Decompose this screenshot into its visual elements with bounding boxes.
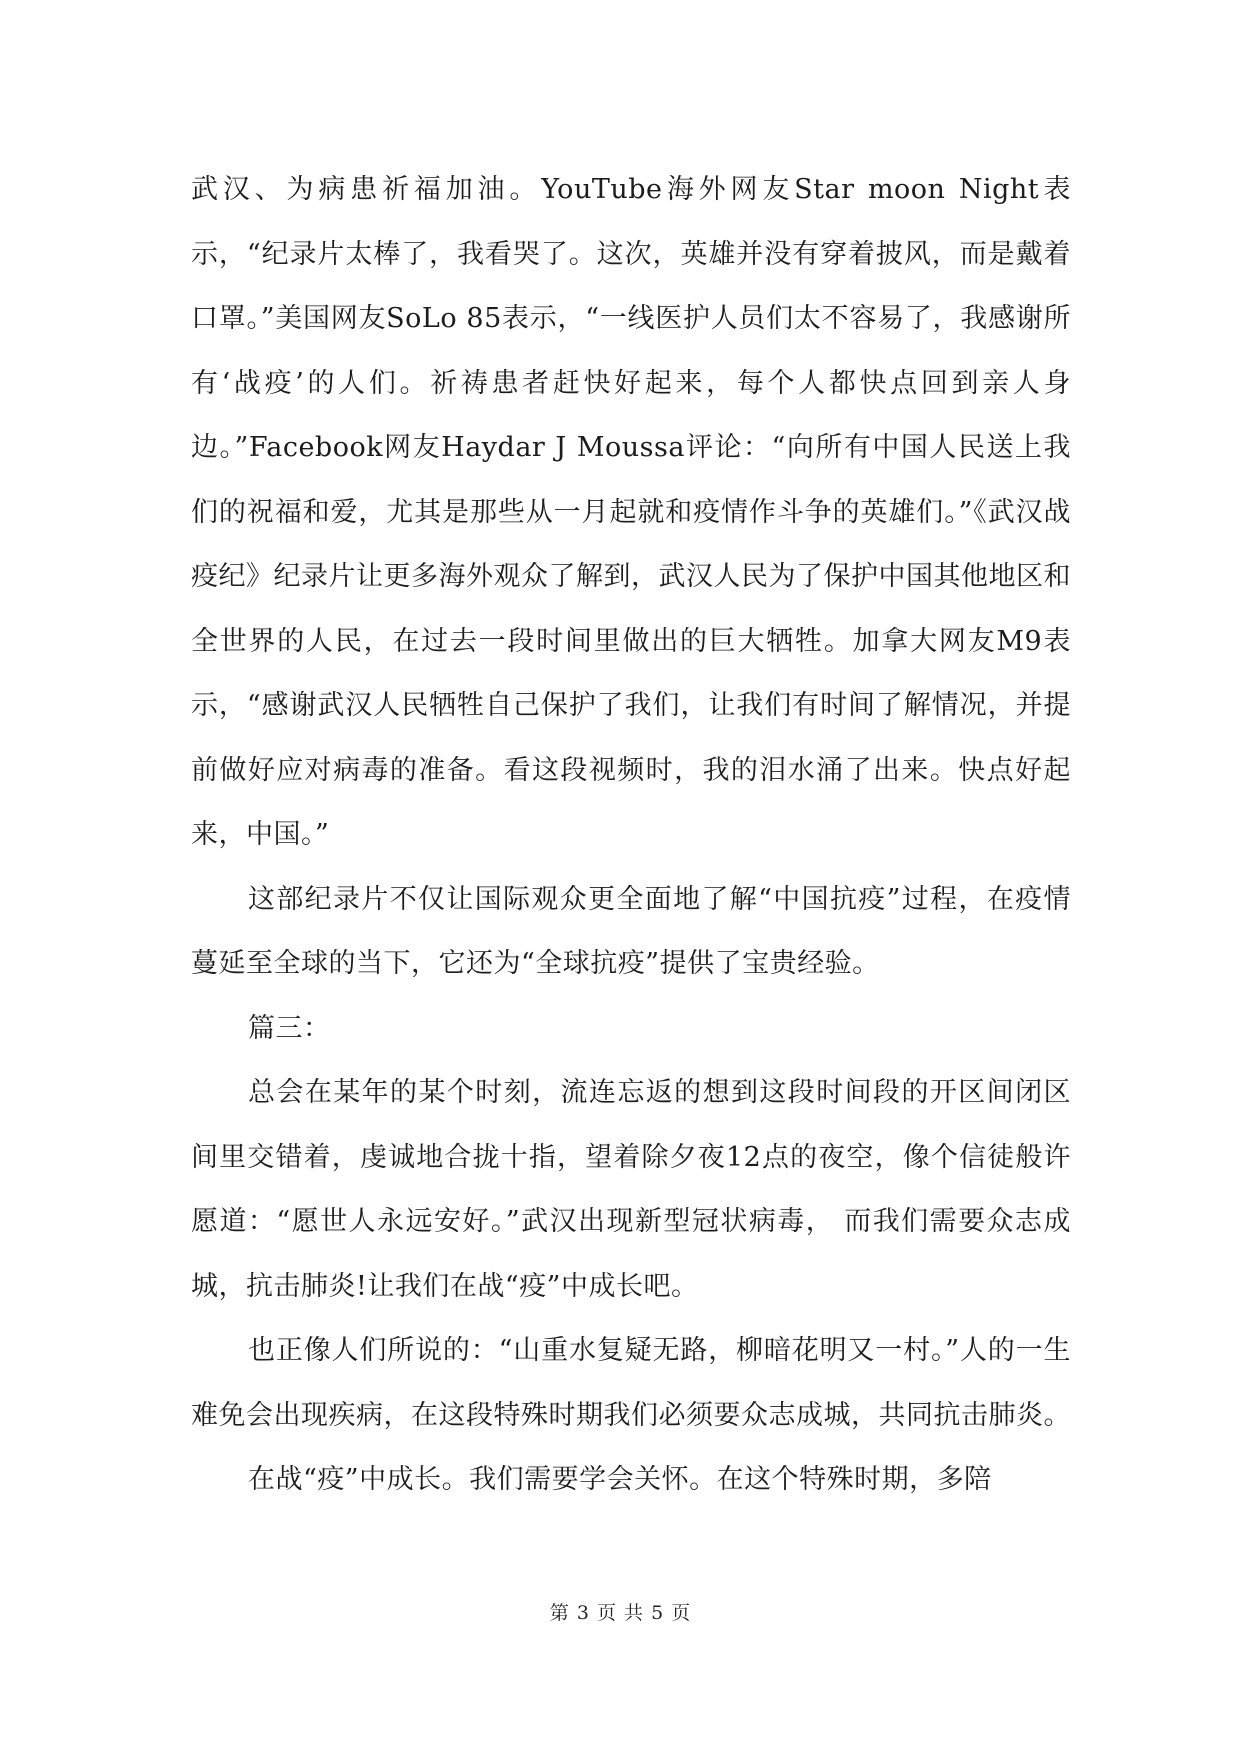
- paragraph-documentary-summary: 这部纪录片不仅让国际观众更全面地了解“中国抗疫”过程，在疫情蔓延至全球的当下，它还为“全球抗疫”提供了宝贵经验。: [191, 883, 1071, 979]
- page-footer: [0, 1598, 1241, 1625]
- document-body: [191, 158, 1071, 1513]
- paragraph-proverb: 也正像人们所说的：“山重水复疑无路，柳暗花明又一村。”人的一生难免会出现疾病，在这段特殊时期我们必须要众志成城，共同抗击肺炎。: [191, 1335, 1071, 1431]
- footer-total-label: 共: [624, 1602, 645, 1624]
- footer-prefix: 第: [549, 1602, 570, 1624]
- paragraph-new-year-wish: 总会在某年的某个时刻，流连忘返的想到这段时间段的开区间闭区间里交错着，虔诚地合拢十指，望着除夕夜12点的夜空，像个信徒般许愿道：“愿世人永远安好。”武汉出现新型冠状病毒， 而我们需要众志成城，抗击肺炎!让我们在战“疫”中成长吧。: [191, 1077, 1071, 1302]
- paragraph-overseas-comments: 武汉、为病患祈福加油。YouTube海外网友Star moon Night表示，“纪录片太棒了，我看哭了。这次，英雄并没有穿着披风，而是戴着口罩。”美国网友SoLo 85表示，“一线医护人员们太不容易了，我感谢所有‘战疫’的人们。祈祷患者赶快好起来，每个人都快点回到亲人身边。”Facebook网友Haydar J Moussa评论：“向所有中国人民送上我们的祝福和爱，尤其是那些从一月起就和疫情作斗争的英雄们。”《武汉战疫纪》纪录片让更多海外观众了解到，武汉人民为了保护中国其他地区和全世界的人民，在过去一段时间里做出的巨大牺牲。加拿大网友M9表示，“感谢武汉人民牺牲自己保护了我们，让我们有时间了解情况，并提前做好应对病毒的准备。看这段视频时，我的泪水涌了出来。快点好起来，中国。”: [191, 174, 1071, 850]
- footer-current-page: 3: [576, 1602, 590, 1624]
- paragraph-growing-up: 在战“疫”中成长。我们需要学会关怀。在这个特殊时期，多陪: [248, 1464, 992, 1495]
- footer-page-unit: 页: [596, 1602, 617, 1624]
- section-heading: 篇三：: [248, 1012, 331, 1044]
- footer-total-pages: 5: [651, 1602, 665, 1624]
- footer-suffix: 页: [671, 1602, 692, 1624]
